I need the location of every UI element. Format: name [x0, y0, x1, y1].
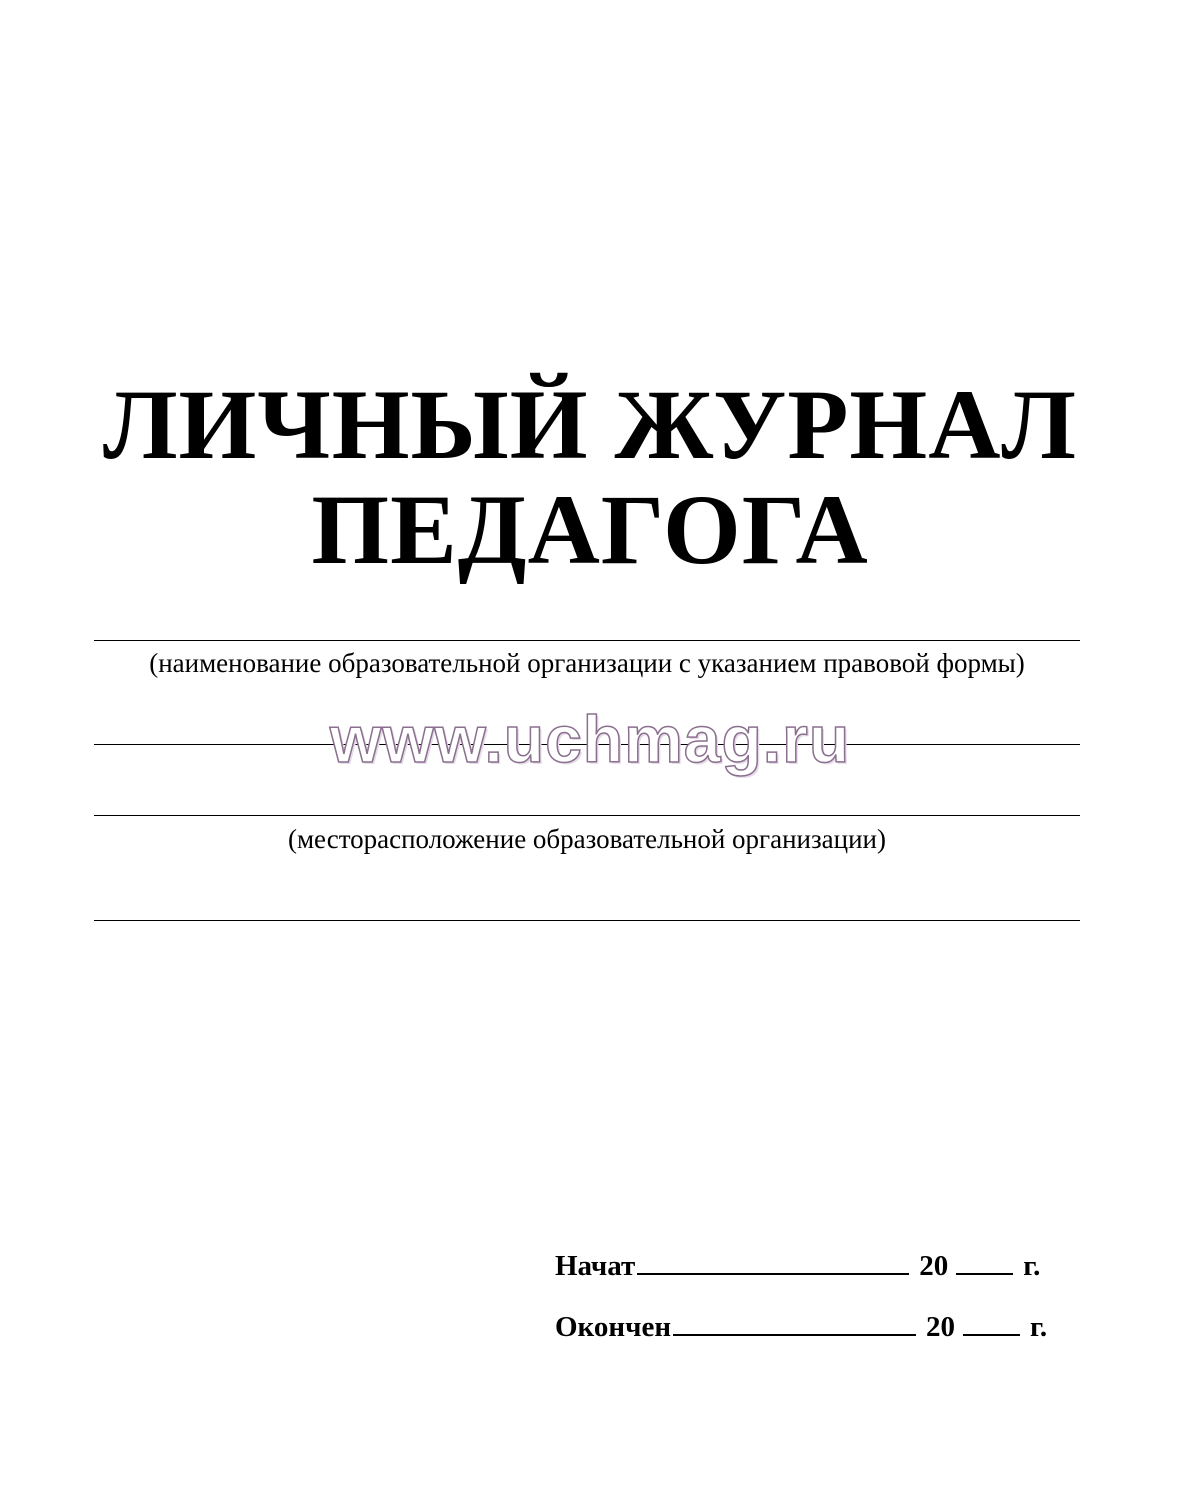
- ended-year-suffix: г.: [1030, 1311, 1048, 1343]
- started-label: Начат: [555, 1250, 636, 1282]
- location-caption: (месторасположение образовательной организации): [287, 824, 886, 854]
- organization-caption: (наименование образовательной организации с указанием правовой формы): [149, 648, 1025, 678]
- organization-name-line: [94, 640, 1080, 641]
- started-day-blank: [637, 1249, 909, 1275]
- ended-label: Окончен: [555, 1311, 672, 1343]
- site-watermark: www.uchmag.ru: [329, 702, 851, 776]
- started-century: 20: [919, 1250, 949, 1282]
- started-year-blank: [956, 1249, 1013, 1275]
- blank-line-4: [94, 920, 1080, 921]
- ended-century: 20: [926, 1311, 956, 1343]
- location-line: [94, 815, 1080, 816]
- ended-date-row: [555, 1310, 1047, 1342]
- ended-year-blank: [963, 1310, 1020, 1336]
- ended-day-blank: [673, 1310, 916, 1336]
- cover-title-line-2: ПЕДАГОГА: [311, 474, 869, 585]
- started-date-row: [555, 1249, 1040, 1281]
- started-year-suffix: г.: [1023, 1250, 1041, 1282]
- cover-title-line-1: ЛИЧНЫЙ ЖУРНАЛ: [103, 369, 1077, 480]
